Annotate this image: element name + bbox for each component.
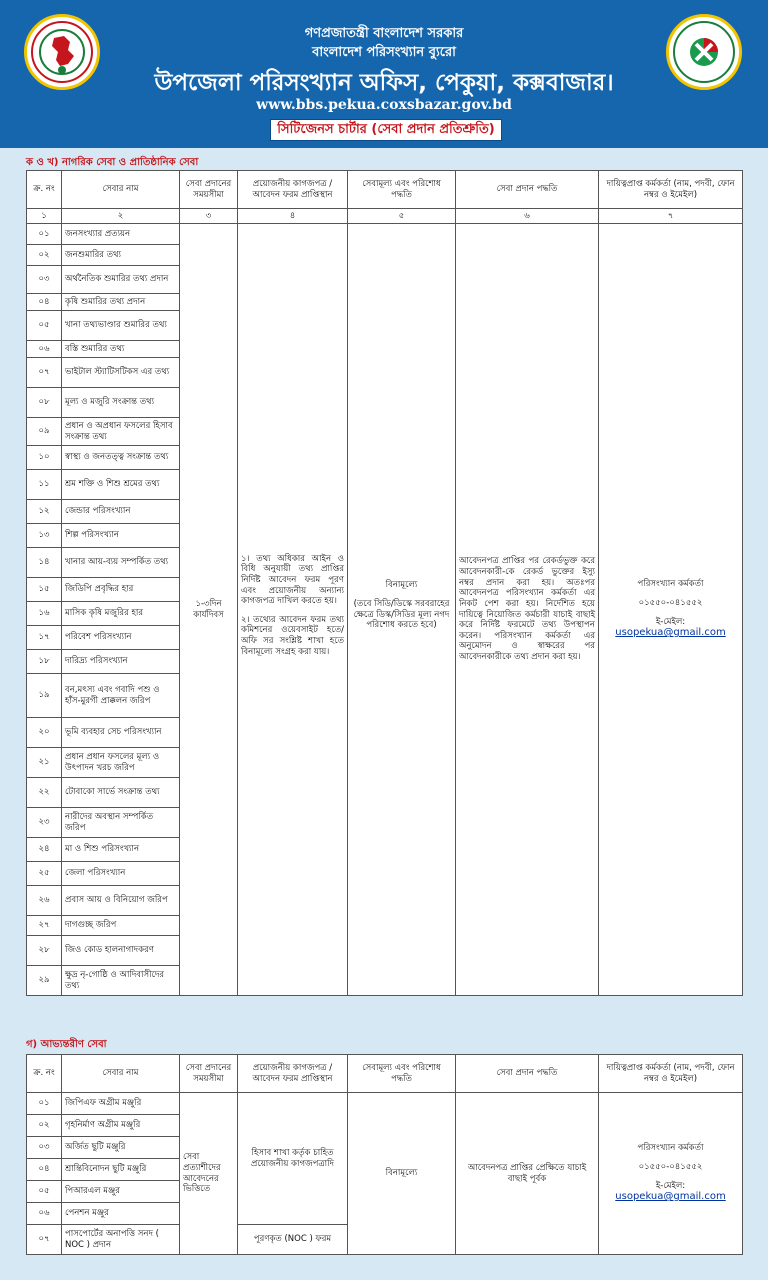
table-header-row (27, 171, 743, 209)
service-name: জনসংখ্যার প্রত্যয়ন (62, 224, 180, 245)
col-header: সেবামূল্য এবং পরিশোধ পদ্ধতি (348, 1055, 456, 1093)
email-label: ই-মেইল: (655, 616, 686, 627)
service-name: পরিবেশ পরিসংখ্যান (62, 626, 180, 650)
service-name: বন,মৎস্য এবং গবাদি পশু ও হাঁস-মুরগী প্রাক্কলন জরিপ (62, 674, 180, 718)
officer-phone: ০১৫৫০-০৪১৫৫২ (638, 1161, 703, 1172)
citizen-services-table (26, 170, 743, 996)
row-number: ০২ (27, 245, 62, 266)
row-number: ১৫ (27, 578, 62, 602)
row-number: ১৯ (27, 674, 62, 718)
service-name: শ্রান্তিবিনোদন ছুটি মঞ্জুরি (62, 1159, 180, 1181)
service-name: শিল্প পরিসংখ্যান (62, 524, 180, 548)
row-number: ০৭ (27, 1225, 62, 1255)
officer-phone: ০১৫৫০-০৪১৫৫২ (638, 597, 703, 608)
internal-services-table (26, 1054, 743, 1255)
service-name: পেনশন মঞ্জুর (62, 1203, 180, 1225)
col-number: ২ (62, 209, 180, 224)
officer-cell (599, 224, 743, 996)
col-header: দায়িত্বপ্রাপ্ত কর্মকর্তা (নাম, পদবী, ফোন নম্বর ও ইমেইল) (599, 171, 743, 209)
service-name: মা ও শিশু পরিসংখ্যান (62, 838, 180, 862)
row-number: ১৮ (27, 650, 62, 674)
timeframe-cell: সেবা প্রত্যাশীদের আবেদনের ভিত্তিতে (180, 1093, 238, 1255)
fee-cell (348, 224, 456, 996)
fee-free: বিনামূল্যে (385, 580, 418, 591)
row-number: ২১ (27, 748, 62, 778)
row-number: ২৩ (27, 808, 62, 838)
fee-note: (তবে সিডি/ডিস্কে সরবরাহের ক্ষেত্রে ডিস্ক/সিডির মূল্য নগদ পরিশোধ করতে হবে) (353, 598, 450, 631)
service-name: দারিদ্র্য পরিসংখ্যান (62, 650, 180, 674)
service-name: ভূমি ব্যবহার সেচ পরিসংখ্যান (62, 718, 180, 748)
row-number: ০১ (27, 224, 62, 245)
col-number: ১ (27, 209, 62, 224)
row-number: ১৭ (27, 626, 62, 650)
service-name: স্বাস্থ্য ও জনতত্ত্ব সংক্রান্ত তথ্য (62, 446, 180, 470)
column-number-row (27, 209, 743, 224)
timeframe-cell: ১-৩দিন কার্যদিবস (180, 224, 238, 996)
service-name: ক্ষুদ্র নৃ-গোষ্ঠি ও আদিবাসীদের তথ্য (62, 966, 180, 996)
row-number: ০৬ (27, 1203, 62, 1225)
col-header: সেবা প্রদান পদ্ধতি (456, 171, 599, 209)
service-name: শ্রম শক্তি ও শিশু শ্রমের তথ্য (62, 470, 180, 500)
service-name: পাসপোর্টের অনাপত্তি সনদ ( NOC ) প্রদান (62, 1225, 180, 1255)
row-number: ০৭ (27, 358, 62, 388)
service-name: টোবাকো সার্ভে সংক্রান্ত তথ্য (62, 778, 180, 808)
officer-title: পরিসংখ্যান কর্মকর্তা (637, 1143, 704, 1154)
row-number: ০৫ (27, 1181, 62, 1203)
row-number: ১১ (27, 470, 62, 500)
col-header: সেবামূল্য এবং পরিশোধ পদ্ধতি (348, 171, 456, 209)
col-number: ৩ (180, 209, 238, 224)
section2-title: গ) আভ্যন্তরীণ সেবা (26, 1039, 107, 1050)
row-number: ০৩ (27, 266, 62, 294)
row-number: ২৬ (27, 886, 62, 916)
col-header: প্রয়োজনীয় কাগজপত্র / আবেদন ফরম প্রাপ্তিস্থান (238, 1055, 348, 1093)
bangladesh-govt-seal-logo (24, 14, 100, 90)
row-number: ০৫ (27, 311, 62, 341)
documents-noc-cell: পূরণকৃত (NOC ) ফরম (238, 1225, 348, 1255)
col-number: ৪ (238, 209, 348, 224)
service-name: জেলা পরিসংখ্যান (62, 862, 180, 886)
section1-title: ক ও খ) নাগরিক সেবা ও প্রাতিষ্ঠানিক সেবা (26, 157, 199, 168)
officer-cell (599, 1093, 743, 1255)
service-name: মূল্য ও মজুরি সংক্রান্ত তথ্য (62, 388, 180, 418)
row-number: ১০ (27, 446, 62, 470)
service-name: খানা তথ্যভাণ্ডার শুমারির তথ্য (62, 311, 180, 341)
row-number: ০৩ (27, 1137, 62, 1159)
email-label: ই-মেইল: (655, 1180, 686, 1191)
col-number: ৭ (599, 209, 743, 224)
row-number: ২৫ (27, 862, 62, 886)
col-number: ৫ (348, 209, 456, 224)
col-header: ক্র. নং (27, 1055, 62, 1093)
service-name: খানার আয়-ব্যয় সম্পর্কিত তথ্য (62, 548, 180, 578)
row-number: ০২ (27, 1115, 62, 1137)
method-cell: আবেদনপত্র প্রাপ্তির পর রেকর্ডভুক্ত করে আবেদনকারী-কে রেকর্ড ভুক্তের ইস্যু নম্বর প্রদান করা হয়। অতঃপর আবেদনপত্র পরিসংখ্যান কর্মকর্তা এর নিকট পেশ করা হয়। নির্দেশিত হয়ে দায়িত্বে নিয়োজিত কর্মচারী যাচাই বাছাই করে নির্দিষ্ট ফরমেটে তথ্য উপস্থাপন করেন। পরিসংখ্যান কর্মকর্তা এর অনুমোদন ও স্বাক্ষরের পর আবেদনকারীকে তথ্য প্রদান করা হয়। (456, 224, 599, 996)
col-header: সেবা প্রদানের সময়সীমা (180, 171, 238, 209)
row-number: ১৩ (27, 524, 62, 548)
row-number: ০৮ (27, 388, 62, 418)
table-header-row (27, 1055, 743, 1093)
service-name: বস্তি শুমারির তথ্য (62, 341, 180, 358)
method-cell: আবেদনপত্র প্রাপ্তির প্রেক্ষিতে যাচাই বাছাই পূর্বক (456, 1093, 599, 1255)
officer-title: পরিসংখ্যান কর্মকর্তা (637, 579, 704, 590)
bbs-logo-icon (672, 20, 736, 84)
col-header: সেবার নাম (62, 171, 180, 209)
row-number: ২২ (27, 778, 62, 808)
col-header: সেবার নাম (62, 1055, 180, 1093)
service-name: পিআরএল মঞ্জুর (62, 1181, 180, 1203)
row-number: ২৯ (27, 966, 62, 996)
row-number: ১৪ (27, 548, 62, 578)
row-number: ২৭ (27, 916, 62, 936)
col-header: ক্র. নং (27, 171, 62, 209)
bbs-logo (666, 14, 742, 90)
row-number: ১২ (27, 500, 62, 524)
documents-cell (238, 224, 348, 996)
page-header (0, 0, 768, 148)
table-row (27, 224, 743, 245)
website-link[interactable]: www.bbs.pekua.coxsbazar.gov.bd (256, 97, 512, 113)
service-name: অর্থনৈতিক শুমারির তথ্য প্রদান (62, 266, 180, 294)
row-number: ২৮ (27, 936, 62, 966)
service-name: অর্জিত ছুটি মঞ্জুরি (62, 1137, 180, 1159)
officer-email-link[interactable]: usopekua@gmail.com (615, 627, 726, 639)
office-name: উপজেলা পরিসংখ্যান অফিস, পেকুয়া, কক্সবাজার। (154, 70, 614, 96)
service-name: নারীদের অবস্থান সম্পর্কিত জরিপ (62, 808, 180, 838)
service-name: জনশুমারির তথ্য (62, 245, 180, 266)
service-name: প্রধান ও অপ্রধান ফসলের হিসাব সংক্রান্ত তথ্য (62, 418, 180, 446)
citizen-charter-title: সিটিজেনস চার্টার (সেবা প্রদান প্রতিশ্রুতি) (270, 119, 502, 141)
table-row (27, 1093, 743, 1115)
service-name: ভাইটাল স্ট্যাটিসটিকস এর তথ্য (62, 358, 180, 388)
col-number: ৬ (456, 209, 599, 224)
service-name: প্রবাস আয় ও বিনিয়োগ জরিপ (62, 886, 180, 916)
row-number: ০১ (27, 1093, 62, 1115)
service-name: মাসিক কৃষি মজুরির হার (62, 602, 180, 626)
govt-seal-icon (30, 20, 94, 84)
bureau-name: বাংলাদেশ পরিসংখ্যান ব্যুরো (312, 45, 456, 60)
service-name: প্রধান প্রধান ফসলের মূল্য ও উৎপাদন খরচ জরিপ (62, 748, 180, 778)
documents-cell: হিসাব শাখা কর্তৃক চাহিত প্রয়োজনীয় কাগজপত্রাদি (238, 1093, 348, 1225)
documents-paragraph-2: ২। তথ্যের আবেদন ফরম তথ্য কমিশনের ওয়েবসাইট হতে/অফি সর সংশ্লিষ্ট শাখা হতে বিনামূল্যে সংগ্রহ করা যায়। (241, 614, 344, 657)
documents-paragraph-1: ১। তথ্য অধিকার আইন ও বিধি অনুযায়ী তথ্য প্রাপ্তির নির্দিষ্ট আবেদন ফরম পূরণ এবং প্রয়োজনীয় অন্যান্য কাগজপত্র দাখিল করতে হয়। (241, 553, 344, 607)
service-name: দাগগুচ্ছ জরিপ (62, 916, 180, 936)
service-name: কৃষি শুমারির তথ্য প্রদান (62, 294, 180, 311)
col-header: সেবা প্রদানের সময়সীমা (180, 1055, 238, 1093)
row-number: ০৪ (27, 1159, 62, 1181)
row-number: ২৪ (27, 838, 62, 862)
service-name: জিপিএফ অগ্রীম মঞ্জুরি (62, 1093, 180, 1115)
col-header: সেবা প্রদান পদ্ধতি (456, 1055, 599, 1093)
row-number: ০৬ (27, 341, 62, 358)
fee-cell: বিনামূল্যে (348, 1093, 456, 1255)
row-number: ০৪ (27, 294, 62, 311)
officer-email-link[interactable]: usopekua@gmail.com (615, 1191, 726, 1203)
service-name: গৃহনির্মাণ অগ্রীম মঞ্জুরি (62, 1115, 180, 1137)
row-number: ১৬ (27, 602, 62, 626)
col-header: প্রয়োজনীয় কাগজপত্র / আবেদন ফরম প্রাপ্তিস্থান (238, 171, 348, 209)
col-header: দায়িত্বপ্রাপ্ত কর্মকর্তা (নাম, পদবী, ফোন নম্বর ও ইমেইল) (599, 1055, 743, 1093)
govt-name: গণপ্রজাতন্ত্রী বাংলাদেশ সরকার (304, 26, 464, 41)
service-name: জিডিপি প্রবৃদ্ধির হার (62, 578, 180, 602)
row-number: ২০ (27, 718, 62, 748)
service-name: জিও কোড হালনাগাদকরণ (62, 936, 180, 966)
service-name: জেন্ডার পরিসংখ্যান (62, 500, 180, 524)
row-number: ০৯ (27, 418, 62, 446)
